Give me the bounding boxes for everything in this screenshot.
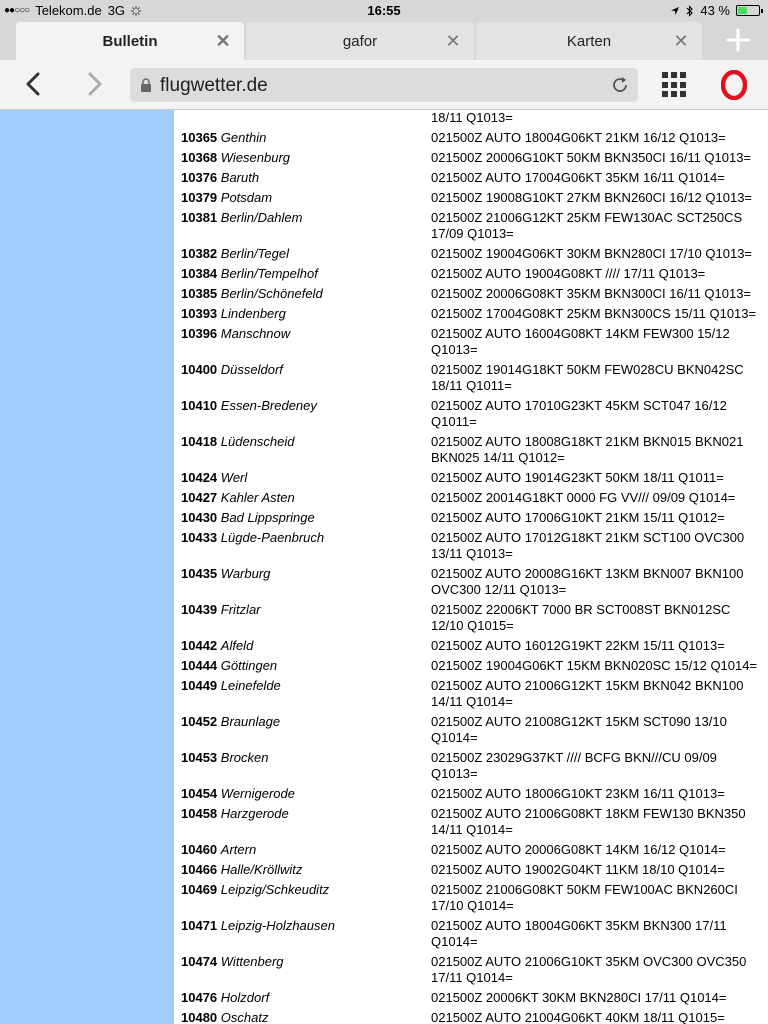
metar-text: 021500Z 19004G06KT 15KM BKN020SC 15/12 Q1014= — [431, 658, 758, 673]
carrier-name: Telekom.de — [35, 3, 102, 18]
metar-text: 021500Z AUTO 18006G10KT 23KM 16/11 Q1013= — [431, 786, 725, 801]
station-id-cell — [174, 566, 431, 598]
station-row — [174, 530, 768, 562]
station-number: 10454 — [181, 786, 218, 801]
station-name: Artern — [220, 842, 257, 857]
battery-level — [738, 7, 747, 14]
metar-text: 021500Z AUTO 18008G18KT 21KM BKN015 BKN021 BKN025 14/11 Q1012= — [431, 434, 744, 465]
station-number: 10393 — [181, 306, 218, 321]
station-row — [174, 150, 768, 166]
station-number: 10410 — [181, 398, 218, 413]
location-arrow-icon — [670, 6, 680, 16]
station-id-cell — [174, 362, 431, 394]
metar-text: 021500Z AUTO 16012G19KT 22KM 15/11 Q1013= — [431, 638, 725, 653]
status-bar — [0, 0, 768, 20]
station-name: Manschnow — [220, 326, 291, 341]
metar-text: 021500Z 22006KT 7000 BR SCT008ST BKN012SC 12/10 Q1015= — [431, 602, 731, 633]
station-name: Harzgerode — [220, 806, 289, 821]
metar-text: 021500Z AUTO 19002G04KT 11KM 18/10 Q1014= — [431, 862, 725, 877]
station-number: 10435 — [181, 566, 218, 581]
battery-icon — [736, 5, 760, 16]
station-id-cell — [174, 190, 431, 206]
station-number: 10430 — [181, 510, 218, 525]
metar-text: 021500Z 23029G37KT //// BCFG BKN///CU 09/09 Q1013= — [431, 750, 717, 781]
station-row — [174, 490, 768, 506]
station-row — [174, 190, 768, 206]
station-id-cell — [174, 210, 431, 242]
new-tab-plus-icon[interactable] — [726, 28, 750, 52]
tab-label: Bulletin — [102, 32, 158, 50]
station-id-cell — [174, 326, 431, 358]
station-row — [174, 266, 768, 282]
station-row — [174, 806, 768, 838]
station-number: 10433 — [181, 530, 218, 545]
station-name: Berlin/Dahlem — [220, 210, 303, 225]
forward-arrow-icon[interactable] — [80, 70, 108, 98]
status-right — [670, 3, 760, 18]
tab-strip — [0, 20, 768, 60]
station-name: Lügde-Paenbruch — [220, 530, 325, 545]
station-name: Oschatz — [220, 1010, 269, 1024]
station-name: Kahler Asten — [220, 490, 295, 505]
metar-text: 021500Z AUTO 21008G12KT 15KM SCT090 13/10 Q1014= — [431, 714, 727, 745]
station-id-cell — [174, 130, 431, 146]
station-id-cell — [174, 862, 431, 878]
metar-text: 021500Z 19004G06KT 30KM BKN280CI 17/10 Q1013= — [431, 246, 753, 261]
station-id-cell — [174, 990, 431, 1006]
station-name: Leipzig/Schkeuditz — [220, 882, 330, 897]
metar-text: 021500Z 19008G10KT 27KM BKN260CI 16/12 Q1013= — [431, 190, 753, 205]
station-id-cell — [174, 954, 431, 986]
station-id-cell — [174, 150, 431, 166]
station-name: Warburg — [220, 566, 271, 581]
station-id-cell — [174, 266, 431, 282]
tab-bulletin[interactable] — [16, 22, 244, 60]
bluetooth-icon — [686, 5, 694, 17]
metar-text: 021500Z AUTO 19014G23KT 50KM 18/11 Q1011= — [431, 470, 724, 485]
station-number: 10466 — [181, 862, 218, 877]
station-name: Leipzig-Holzhausen — [220, 918, 335, 933]
station-row — [174, 602, 768, 634]
metar-text: 021500Z 19014G18KT 50KM FEW028CU BKN042SC 18/11 Q1011= — [431, 362, 744, 393]
station-row — [174, 566, 768, 598]
station-id-cell — [174, 510, 431, 526]
station-name: Düsseldorf — [220, 362, 283, 377]
metar-text: 021500Z AUTO 17006G10KT 21KM 15/11 Q1012= — [431, 510, 725, 525]
station-name: Genthin — [220, 130, 267, 145]
station-row — [174, 918, 768, 950]
station-name: Wittenberg — [220, 954, 284, 969]
station-id-cell — [174, 602, 431, 634]
station-row — [174, 882, 768, 914]
station-id-cell — [174, 306, 431, 322]
station-row — [174, 326, 768, 358]
station-id-cell — [174, 638, 431, 654]
tab-label: gafor — [342, 32, 378, 50]
station-name: Berlin/Tegel — [220, 246, 289, 261]
metar-text: 021500Z 17004G08KT 25KM BKN300CS 15/11 Q1013= — [431, 306, 757, 321]
tab-karten[interactable] — [476, 22, 702, 60]
station-number: 10368 — [181, 150, 218, 165]
speed-dial-grid-icon[interactable] — [662, 72, 688, 98]
station-number: 10385 — [181, 286, 218, 301]
station-number: 10381 — [181, 210, 218, 225]
station-number: 10382 — [181, 246, 218, 261]
station-id-cell — [174, 286, 431, 302]
station-id-cell — [174, 658, 431, 674]
station-name: Brocken — [220, 750, 269, 765]
station-number: 10469 — [181, 882, 218, 897]
station-name: Wernigerode — [220, 786, 295, 801]
metar-text: 021500Z 20006G08KT 35KM BKN300CI 16/11 Q1013= — [431, 286, 752, 301]
close-icon[interactable]: ✕ — [215, 31, 231, 51]
station-row — [174, 786, 768, 802]
station-number: 10376 — [181, 170, 218, 185]
station-name: Potsdam — [220, 190, 273, 205]
station-id-cell — [174, 786, 431, 802]
station-name: Holzdorf — [220, 990, 270, 1005]
station-list — [174, 130, 768, 1024]
station-number: 10460 — [181, 842, 218, 857]
metar-text: 021500Z 21006G08KT 50KM FEW100AC BKN260CI 17/10 Q1014= — [431, 882, 738, 913]
station-number: 10400 — [181, 362, 218, 377]
station-name: Werl — [220, 470, 248, 485]
station-number: 10444 — [181, 658, 218, 673]
station-name: Berlin/Schönefeld — [220, 286, 323, 301]
metar-text: 021500Z AUTO 20006G08KT 14KM 16/12 Q1014= — [431, 842, 726, 857]
station-name: Lindenberg — [220, 306, 286, 321]
station-id-cell — [174, 246, 431, 262]
metar-text: 021500Z AUTO 21006G12KT 15KM BKN042 BKN100 14/11 Q1014= — [431, 678, 744, 709]
station-name: Lüdenscheid — [220, 434, 295, 449]
tab-gafor[interactable] — [246, 22, 474, 60]
metar-text: 021500Z 21006G12KT 25KM FEW130AC SCT250CS 17/09 Q1013= — [431, 210, 743, 241]
metar-text: 021500Z AUTO 17010G23KT 45KM SCT047 16/12 Q1011= — [431, 398, 727, 429]
station-row — [174, 306, 768, 322]
station-row — [174, 750, 768, 782]
station-name: Fritzlar — [220, 602, 261, 617]
station-id-cell — [174, 530, 431, 562]
station-number: 10476 — [181, 990, 218, 1005]
station-number: 10458 — [181, 806, 218, 821]
metar-text: 021500Z AUTO 21006G10KT 35KM OVC300 OVC350 17/11 Q1014= — [431, 954, 747, 985]
station-row — [174, 398, 768, 430]
station-row — [174, 362, 768, 394]
station-number: 10424 — [181, 470, 218, 485]
station-name: Baruth — [220, 170, 260, 185]
metar-text: 021500Z AUTO 18004G06KT 21KM 16/12 Q1013= — [431, 130, 726, 145]
metar-text: 021500Z AUTO 18004G06KT 35KM BKN300 17/11 Q1014= — [431, 918, 727, 949]
station-number: 10449 — [181, 678, 218, 693]
metar-text: 021500Z 20006G10KT 50KM BKN350CI 16/11 Q1013= — [431, 150, 752, 165]
station-name: Bad Lippspringe — [220, 510, 315, 525]
back-arrow-icon[interactable] — [20, 70, 48, 98]
station-row — [174, 678, 768, 710]
station-id-cell — [174, 806, 431, 838]
station-number: 10384 — [181, 266, 218, 281]
station-row — [174, 510, 768, 526]
station-row — [174, 862, 768, 878]
station-number: 10480 — [181, 1010, 218, 1024]
station-id-cell — [174, 470, 431, 486]
station-row — [174, 842, 768, 858]
station-id-cell — [174, 170, 431, 186]
station-name: Halle/Kröllwitz — [220, 862, 303, 877]
station-number: 10427 — [181, 490, 218, 505]
tab-label: Karten — [566, 32, 612, 50]
reload-icon[interactable] — [610, 75, 630, 95]
station-number: 10379 — [181, 190, 218, 205]
station-id-cell — [174, 882, 431, 914]
bulletin-content — [174, 110, 768, 1024]
url-text: flugwetter.de — [160, 75, 268, 96]
station-row — [174, 170, 768, 186]
signal-strength-icon: ●●○○○ — [4, 5, 30, 16]
metar-text: 021500Z 20006KT 30KM BKN280CI 17/11 Q1014= — [431, 990, 727, 1005]
station-id-cell — [174, 750, 431, 782]
station-row — [174, 658, 768, 674]
station-name: Leinefelde — [220, 678, 281, 693]
station-number: 10439 — [181, 602, 218, 617]
address-bar[interactable] — [130, 68, 638, 102]
station-name: Berlin/Tempelhof — [220, 266, 318, 281]
station-row — [174, 210, 768, 242]
station-number: 10452 — [181, 714, 218, 729]
station-name: Alfeld — [220, 638, 254, 653]
station-id-cell — [174, 918, 431, 950]
close-icon[interactable]: ✕ — [445, 31, 461, 51]
station-id-cell — [174, 678, 431, 710]
metar-text: 021500Z 20014G18KT 0000 FG VV/// 09/09 Q1014= — [431, 490, 736, 505]
opera-logo-icon[interactable] — [721, 70, 747, 100]
station-number: 10396 — [181, 326, 218, 341]
station-number: 10365 — [181, 130, 218, 145]
station-id-cell — [174, 490, 431, 506]
station-id-cell — [174, 842, 431, 858]
station-id-cell — [174, 434, 431, 466]
close-icon[interactable]: ✕ — [673, 31, 689, 51]
station-row — [174, 1010, 768, 1024]
station-name: Braunlage — [220, 714, 281, 729]
metar-text: 021500Z AUTO 17012G18KT 21KM SCT100 OVC300 13/11 Q1013= — [431, 530, 745, 561]
station-id-cell — [174, 398, 431, 430]
station-number: 10442 — [181, 638, 218, 653]
station-row — [174, 990, 768, 1006]
station-number: 10471 — [181, 918, 218, 933]
battery-percent: 43 % — [700, 3, 730, 18]
station-name: Göttingen — [220, 658, 278, 673]
clock: 16:55 — [367, 3, 401, 18]
metar-text: 021500Z AUTO 17004G06KT 35KM 16/11 Q1014= — [431, 170, 725, 185]
station-row — [174, 638, 768, 654]
station-row — [174, 286, 768, 302]
station-row — [174, 954, 768, 986]
station-name: Wiesenburg — [220, 150, 291, 165]
metar-text: 021500Z AUTO 21004G06KT 40KM 18/11 Q1015= — [431, 1010, 725, 1024]
station-name: Essen-Bredeney — [220, 398, 317, 413]
station-row — [174, 470, 768, 486]
station-number: 10453 — [181, 750, 218, 765]
station-number: 10474 — [181, 954, 218, 969]
browser-toolbar — [0, 60, 768, 110]
station-number: 10418 — [181, 434, 218, 449]
metar-text: 021500Z AUTO 21006G08KT 18KM FEW130 BKN350 14/11 Q1014= — [431, 806, 746, 837]
station-id-cell — [174, 1010, 431, 1024]
station-row — [174, 246, 768, 262]
metar-text: 021500Z AUTO 19004G08KT //// 17/11 Q1013= — [431, 266, 706, 281]
station-row — [174, 434, 768, 466]
continued-metar-text: 18/11 Q1013= — [431, 110, 513, 125]
lock-icon — [140, 78, 152, 92]
station-id-cell — [174, 714, 431, 746]
network-type: 3G — [107, 3, 126, 18]
station-row — [174, 130, 768, 146]
page-sidebar — [0, 110, 174, 1024]
station-row — [174, 714, 768, 746]
metar-text: 021500Z AUTO 20008G16KT 13KM BKN007 BKN100 OVC300 12/11 Q1013= — [431, 566, 744, 597]
metar-text: 021500Z AUTO 16004G08KT 14KM FEW300 15/12 Q1013= — [431, 326, 730, 357]
